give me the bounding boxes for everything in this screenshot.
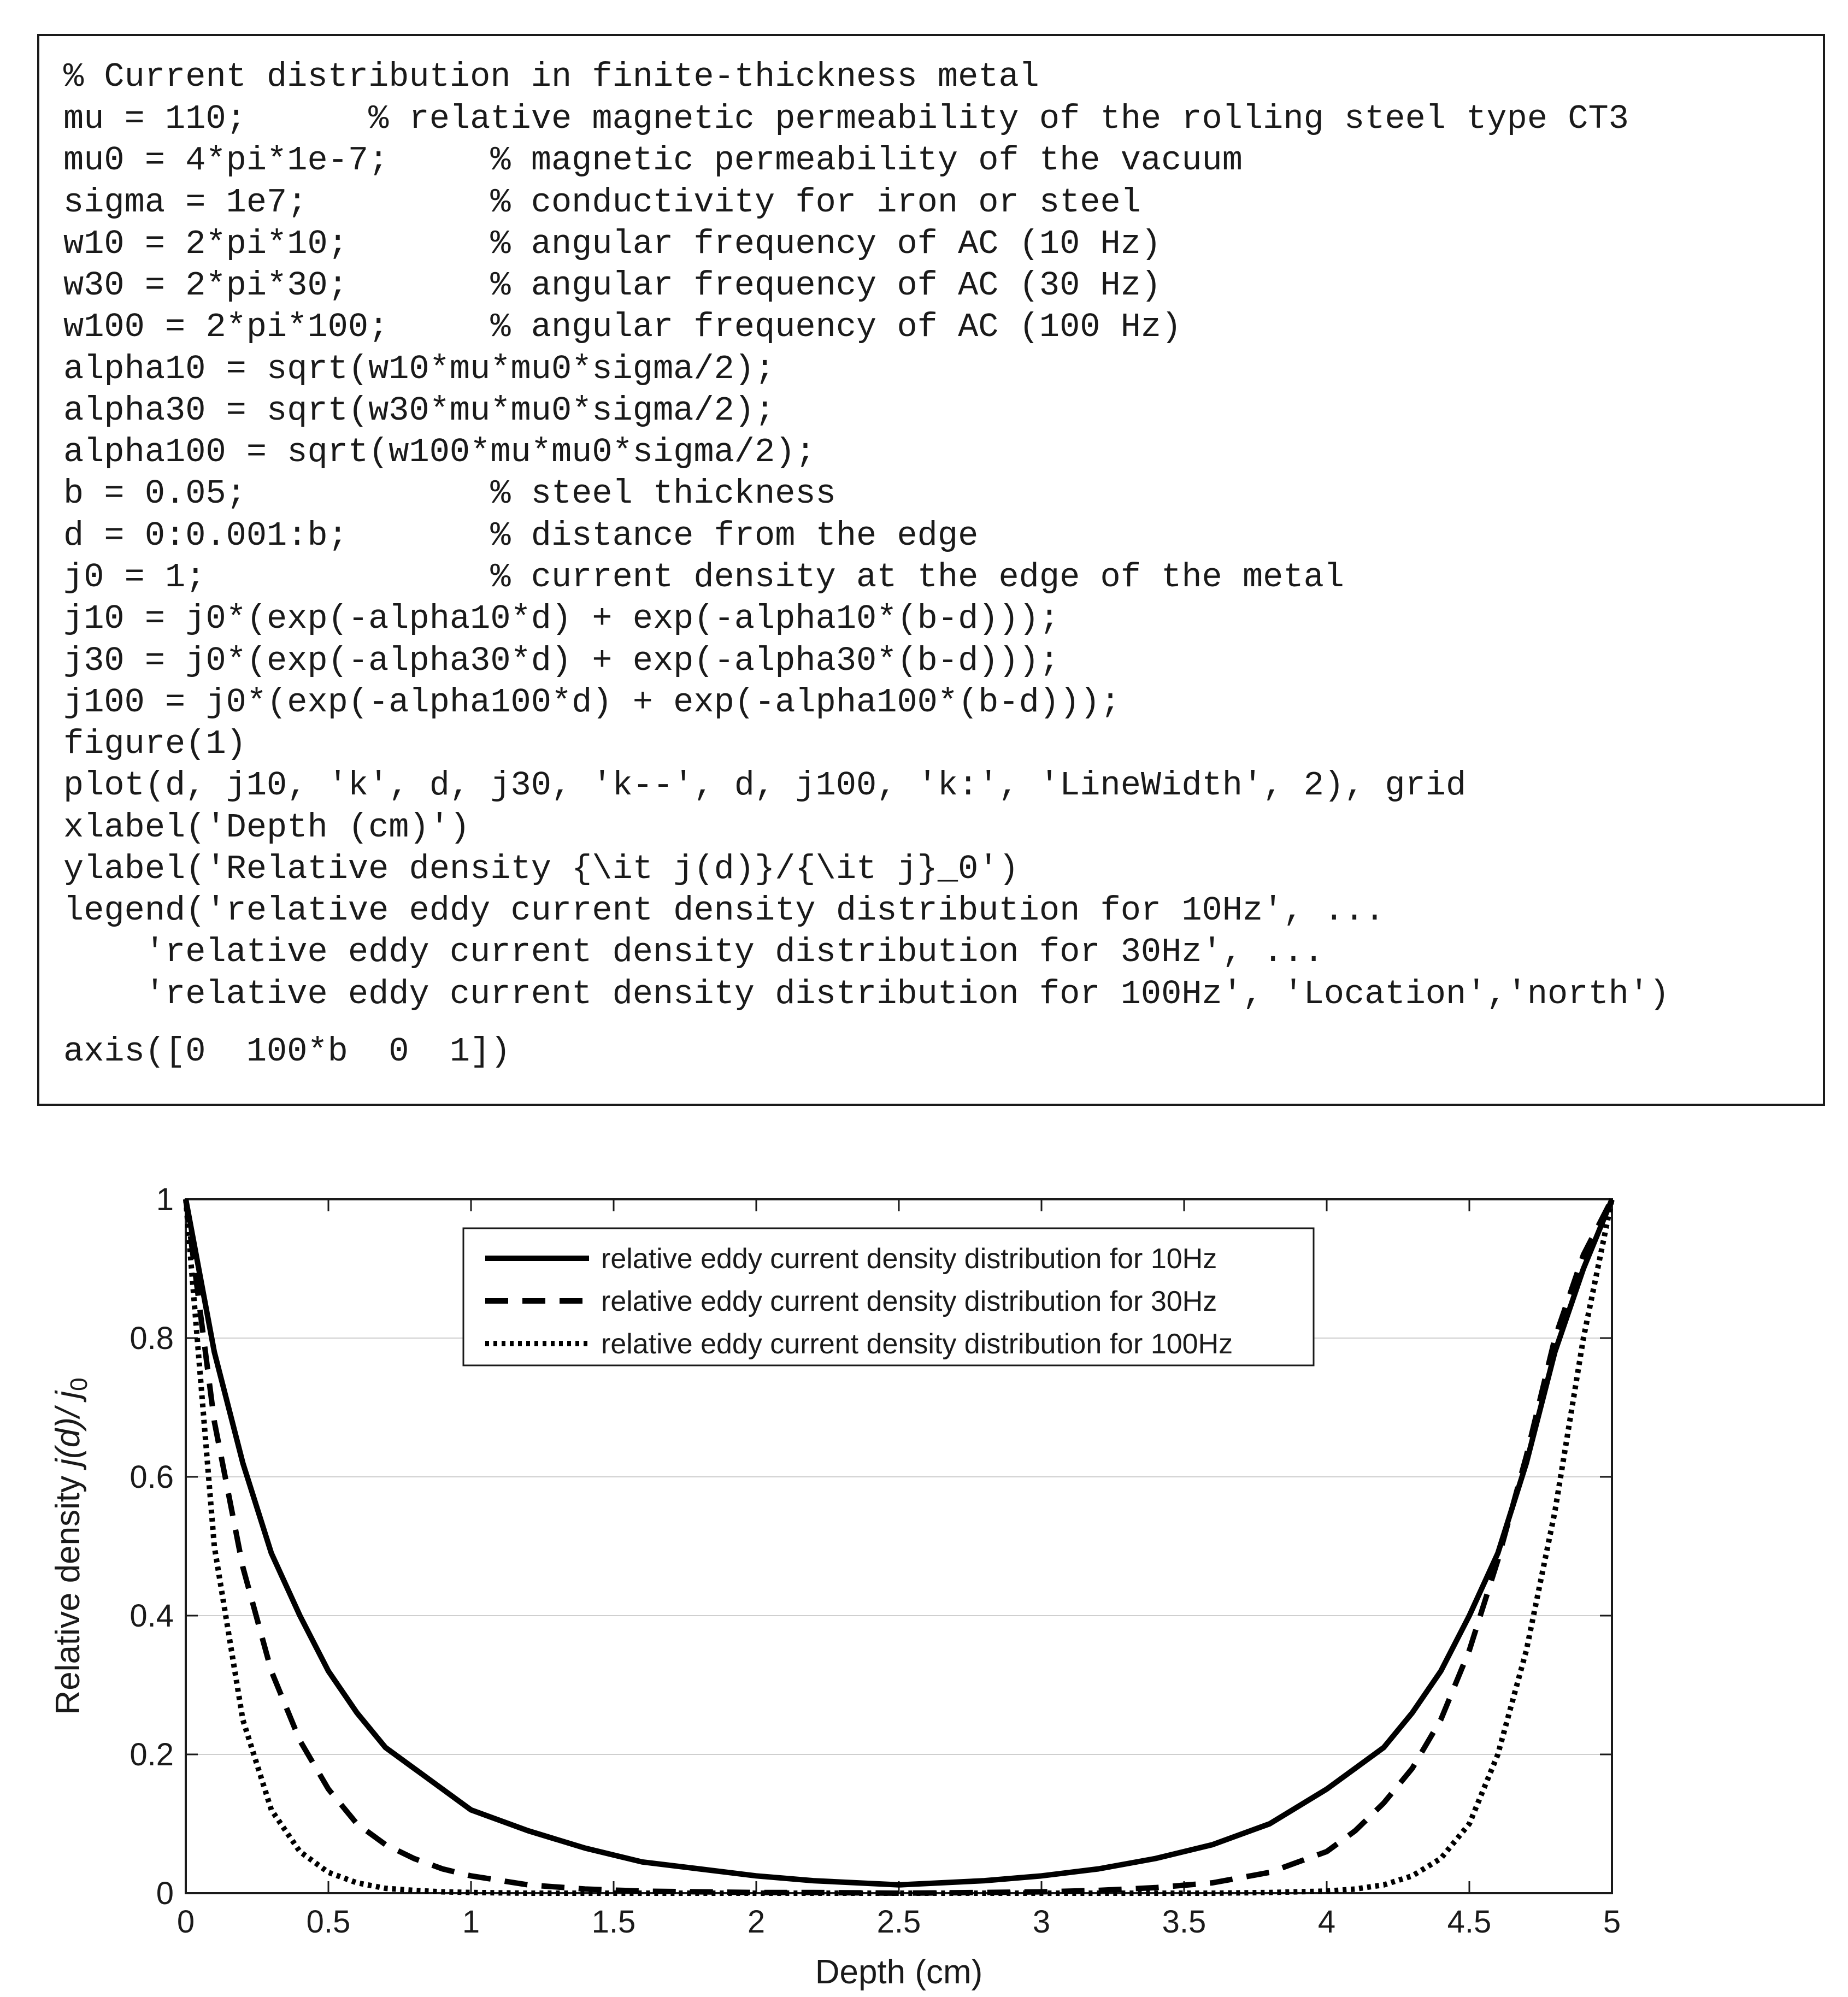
y-axis-label [49,1377,92,1715]
y-axis-label-prefix: Relative density [49,1466,87,1715]
code-line: figure(1) [63,724,246,763]
code-line: d = 0:0.001:b; % distance from the edge [63,516,979,555]
code-line: 'relative eddy current density distribution for 30Hz', ... [63,933,1324,971]
x-tick-label: 0 [176,1904,195,1940]
grid-lines [186,1338,1612,1754]
x-tick-label: 4 [1317,1904,1336,1940]
code-line: j0 = 1; % current density at the edge of the metal [63,558,1344,597]
code-line: w30 = 2*pi*30; % angular frequency of AC (30 Hz) [63,266,1162,305]
x-tick-label: 0.5 [306,1904,351,1940]
legend [463,1228,1314,1365]
code-line: 'relative eddy current density distribution for 100Hz', 'Location','north') [63,975,1670,1014]
code-line: alpha10 = sqrt(w10*mu*mu0*sigma/2); [63,350,775,388]
code-line: alpha100 = sqrt(w100*mu*mu0*sigma/2); [63,433,816,472]
y-tick-label: 1 [156,1182,174,1217]
code-line: j10 = j0*(exp(-alpha10*d) + exp(-alpha10*(b-d))); [63,599,1060,638]
code-line: legend('relative eddy current density distribution for 10Hz', ... [63,891,1385,930]
y-tick-label: 0 [156,1876,174,1911]
code-line: plot(d, j10, 'k', d, j30, 'k--', d, j100, 'k:', 'LineWidth', 2), grid [63,766,1467,805]
code-line: w100 = 2*pi*100; % angular frequency of AC (100 Hz) [63,308,1182,346]
code-line: w10 = 2*pi*10; % angular frequency of AC (10 Hz) [63,225,1162,263]
x-axis-label: Depth (cm) [815,1953,983,1991]
x-tick-label: 5 [1603,1904,1621,1940]
x-tick-label: 1.5 [591,1904,636,1940]
legend-entry: relative eddy current density distribution for 100Hz [601,1328,1233,1360]
x-tick-label: 3.5 [1162,1904,1207,1940]
y-tick-label: 0.4 [130,1598,174,1634]
x-tick-label: 3 [1032,1904,1051,1940]
x-tick-label: 2.5 [876,1904,921,1940]
code-line: ylabel('Relative density {\it j(d)}/{\it j}_0') [63,850,1019,888]
code-line: j30 = j0*(exp(-alpha30*d) + exp(-alpha30*(b-d))); [63,641,1060,680]
y-axis-label-subscript: 0 [66,1377,92,1391]
code-listing-box [37,34,1825,1106]
x-tick-label: 2 [747,1904,766,1940]
code-line: b = 0.05; % steel thickness [63,474,836,513]
y-tick-label: 0.8 [130,1321,174,1356]
y-axis-label-j: j [49,1458,87,1466]
code-line: mu0 = 4*pi*1e-7; % magnetic permeability of the vacuum [63,141,1243,180]
code-line: axis([0 100*b 0 1]) [63,1032,511,1071]
depth-density-chart [0,1147,1848,1997]
code-line: mu = 110; % relative magnetic permeability of the rolling steel type CT3 [63,99,1629,138]
legend-entry: relative eddy current density distribution for 10Hz [601,1243,1217,1275]
code-line: sigma = 1e7; % conductivity for iron or steel [63,183,1141,222]
y-axis-label-d: (d)/ [49,1398,87,1459]
code-line: % Current distribution in finite-thickness metal [63,57,1039,96]
x-tick-label: 4.5 [1447,1904,1492,1940]
y-tick-label: 0.6 [130,1459,174,1495]
legend-entry: relative eddy current density distribution for 30Hz [601,1286,1217,1317]
code-line: j100 = j0*(exp(-alpha100*d) + exp(-alpha100*(b-d))); [63,683,1121,722]
code-line: alpha30 = sqrt(w30*mu*mu0*sigma/2); [63,391,775,430]
x-tick-label: 1 [462,1904,480,1940]
code-line: xlabel('Depth (cm)') [63,808,470,847]
y-axis-label-j0: j [49,1391,87,1399]
y-tick-label: 0.2 [130,1737,174,1772]
